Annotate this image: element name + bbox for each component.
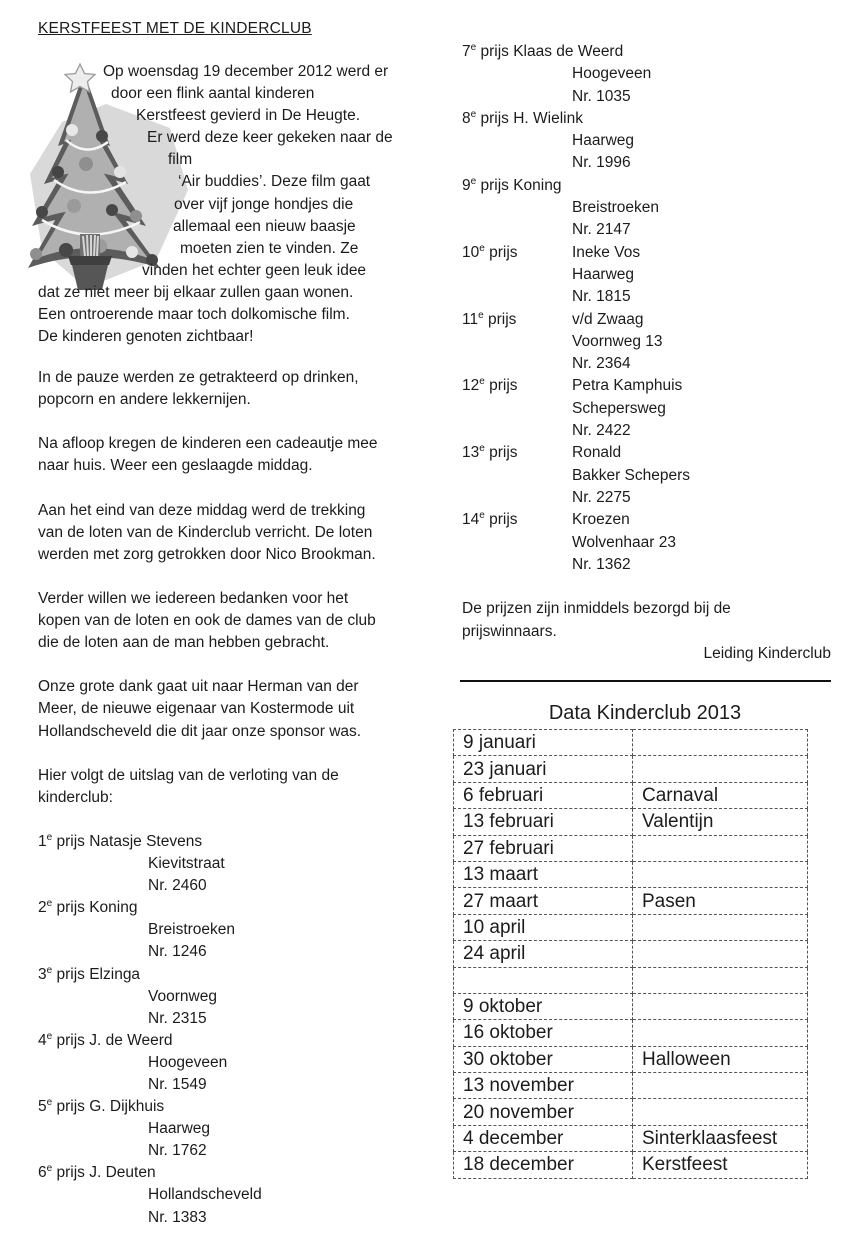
prize-ordinal-suffix: e	[479, 443, 485, 455]
event-name-cell: Sinterklaasfeest	[633, 1125, 808, 1151]
event-date-cell: 4 december	[454, 1125, 633, 1151]
separator-line	[460, 680, 831, 682]
paragraph-line: naar huis. Weer een geslaagde middag.	[38, 457, 313, 475]
prize-item	[38, 1096, 448, 1162]
prize-ticket-number: Nr. 2275	[572, 488, 631, 506]
prize-ticket-number: Nr. 2364	[572, 355, 631, 373]
prize-ordinal-suffix: e	[46, 1096, 53, 1108]
prize-item	[38, 964, 448, 1030]
event-name-cell	[633, 993, 808, 1019]
prize-street: Bakker Schepers	[572, 466, 691, 484]
prize-ordinal-suffix: e	[479, 242, 485, 254]
prize-rank-line	[38, 964, 448, 986]
event-row	[454, 1073, 808, 1099]
prize-ordinal-suffix: e	[470, 175, 477, 187]
prize-rank-line	[462, 442, 831, 464]
prize-street: Breistroeken	[572, 199, 660, 217]
prize-winner: prijs	[484, 243, 518, 261]
prize-winner: prijs H. Wielink	[476, 109, 583, 127]
event-name-cell: Valentijn	[633, 809, 808, 835]
prize-item	[462, 108, 831, 175]
intro-line: ‘Air buddies’. Deze film gaat	[178, 173, 371, 191]
prize-item	[462, 41, 831, 108]
event-name-cell	[633, 1073, 808, 1099]
prize-ordinal-suffix: e	[479, 376, 485, 388]
prize-winner: prijs J. Deuten	[52, 1164, 156, 1182]
event-row	[454, 756, 808, 782]
event-row	[454, 1125, 808, 1151]
prize-ticket-number: Nr. 1762	[148, 1142, 207, 1160]
closing-paragraph	[462, 598, 831, 643]
prize-list-right	[462, 41, 831, 576]
event-date-cell: 13 februari	[454, 809, 633, 835]
event-date-cell: 9 januari	[454, 730, 633, 756]
event-row	[454, 1046, 808, 1072]
event-date-cell: 27 februari	[454, 835, 633, 861]
event-date-cell: 23 januari	[454, 756, 633, 782]
prize-rank: 10	[462, 243, 480, 261]
paragraph-line: De prijzen zijn inmiddels bezorgd bij de	[462, 600, 731, 618]
event-row	[454, 993, 808, 1019]
paragraph-line: Meer, de nieuwe eigenaar van Kostermode uit	[38, 700, 355, 718]
intro-line: dat ze niet meer bij elkaar zullen gaan wonen.	[38, 283, 354, 301]
prize-winner: prijs Koning	[52, 899, 138, 917]
prize-item	[38, 1162, 448, 1228]
event-row	[454, 1099, 808, 1125]
prize-ticket-number: Nr. 2147	[572, 221, 631, 239]
prize-winner: prijs J. de Weerd	[52, 1031, 173, 1049]
prize-ordinal-suffix: e	[46, 964, 53, 976]
event-name-cell	[633, 1099, 808, 1125]
paragraph-pauze	[38, 367, 448, 411]
events-table-title: Data Kinderclub 2013	[548, 702, 742, 724]
prize-rank: 1	[38, 832, 47, 850]
prize-item	[38, 831, 448, 897]
prize-item	[462, 509, 831, 576]
prize-winner: prijs G. Dijkhuis	[52, 1098, 165, 1116]
prize-ticket-number: Nr. 2315	[148, 1009, 207, 1027]
event-name-cell	[633, 756, 808, 782]
event-row	[454, 1020, 808, 1046]
prize-ticket-number: Nr. 2422	[572, 422, 631, 440]
event-name-cell	[633, 1020, 808, 1046]
prize-rank: 12	[462, 377, 480, 395]
paragraph-line: In de pauze werden ze getrakteerd op drinken,	[38, 369, 359, 386]
prize-winner: prijs	[483, 310, 517, 328]
event-name-cell: Carnaval	[633, 782, 808, 808]
prize-rank: 2	[38, 899, 47, 917]
event-row	[454, 914, 808, 940]
intro-line: door een flink aantal kinderen	[111, 85, 315, 103]
prize-winner: prijs	[484, 511, 518, 529]
prize-ordinal-suffix: e	[46, 831, 53, 843]
prize-ordinal-suffix: e	[46, 898, 53, 910]
prize-ordinal-suffix: e	[478, 309, 484, 321]
intro-paragraph	[38, 61, 448, 348]
event-date-cell: 16 oktober	[454, 1020, 633, 1046]
prize-ticket-number: Nr. 1815	[572, 288, 631, 306]
prize-rank-line	[38, 897, 448, 919]
prize-winner: prijs Natasje Stevens	[52, 832, 203, 850]
prize-rank-line	[462, 375, 831, 397]
prize-rank: 11	[462, 310, 479, 328]
intro-line: allemaal een nieuw baasje	[173, 217, 356, 235]
intro-line: moeten zien te vinden. Ze	[180, 239, 359, 257]
paragraph-line: prijswinnaars.	[462, 622, 557, 640]
prize-winner-name: Ineke Vos	[572, 243, 641, 261]
events-table-grid	[453, 729, 808, 1179]
events-table	[453, 729, 808, 1179]
event-row	[454, 730, 808, 756]
paragraph-line: Na afloop kregen de kinderen een cadeautje mee	[38, 435, 378, 453]
prize-ordinal-suffix: e	[46, 1163, 53, 1175]
prize-item	[462, 242, 831, 309]
event-name-cell	[633, 730, 808, 756]
prize-street: Kievitstraat	[148, 855, 225, 873]
prize-rank: 9	[462, 176, 471, 194]
prize-rank-line	[462, 41, 831, 63]
intro-line: Er werd deze keer gekeken naar de	[147, 129, 393, 147]
paragraph-line: Onze grote dank gaat uit naar Herman van der	[38, 678, 359, 696]
event-name-cell	[633, 967, 808, 993]
signoff: Leiding Kinderclub	[703, 645, 831, 663]
event-date-cell: 9 oktober	[454, 993, 633, 1019]
prize-street: Haarweg	[572, 265, 635, 283]
prize-rank: 14	[462, 511, 480, 529]
event-date-cell: 27 maart	[454, 888, 633, 914]
prize-winner-name: Kroezen	[572, 511, 630, 529]
prize-ordinal-suffix: e	[470, 108, 477, 120]
prize-rank: 5	[38, 1098, 47, 1116]
paragraph-line: van de loten van de Kinderclub verricht. De loten	[38, 523, 373, 541]
prize-list-left	[38, 831, 448, 1229]
prize-item	[462, 309, 831, 376]
paragraph-line: Verder willen we iedereen bedanken voor het	[38, 589, 349, 607]
prize-street: Haarweg	[572, 132, 635, 150]
event-name-cell: Kerstfeest	[633, 1152, 808, 1178]
right-column-body	[462, 41, 831, 665]
event-row	[454, 888, 808, 914]
page-title: KERSTFEEST MET DE KINDERCLUB	[38, 20, 312, 37]
prize-rank-line	[38, 1162, 448, 1184]
prize-item	[462, 442, 831, 509]
event-date-cell: 13 november	[454, 1073, 633, 1099]
paragraph-line: werden met zorg getrokken door Nico Brookman.	[38, 545, 376, 563]
event-name-cell: Pasen	[633, 888, 808, 914]
event-name-cell	[633, 835, 808, 861]
prize-ticket-number: Nr. 1996	[572, 154, 631, 172]
prize-street: Haarweg	[148, 1120, 211, 1138]
event-row	[454, 809, 808, 835]
prize-rank-line	[462, 309, 831, 331]
prize-item	[38, 1030, 448, 1096]
prize-rank-line	[462, 509, 831, 531]
event-date-cell	[454, 967, 633, 993]
event-date-cell: 6 februari	[454, 782, 633, 808]
prize-rank-line	[38, 1030, 448, 1052]
intro-line: De kinderen genoten zichtbaar!	[38, 328, 254, 346]
prize-ticket-number: Nr. 1035	[572, 87, 631, 105]
prize-winner: prijs	[484, 444, 518, 462]
intro-line: Op woensdag 19 december 2012 werd er	[103, 63, 389, 80]
paragraph-uitslag	[38, 765, 448, 809]
prize-street: Voornweg	[148, 987, 217, 1005]
paragraph-bedanken	[38, 588, 448, 654]
prize-winner: prijs Elzinga	[52, 965, 141, 983]
prize-rank-line	[462, 242, 831, 264]
prize-street: Voornweg 13	[572, 332, 663, 350]
event-row	[454, 1152, 808, 1178]
prize-rank: 7	[462, 43, 471, 60]
paragraph-line: kopen van de loten en ook de dames van de club	[38, 612, 376, 630]
prize-ticket-number: Nr. 1362	[572, 555, 631, 573]
event-row	[454, 861, 808, 887]
event-name-cell	[633, 861, 808, 887]
prize-rank: 13	[462, 444, 480, 462]
prize-item	[462, 175, 831, 242]
intro-line: film	[168, 151, 193, 169]
paragraph-line: kinderclub:	[38, 788, 113, 806]
prize-ordinal-suffix: e	[46, 1030, 53, 1042]
prize-winner-name: v/d Zwaag	[572, 310, 644, 328]
prize-rank-line	[462, 108, 831, 130]
prize-winner: prijs	[484, 377, 518, 395]
prize-street: Breistroeken	[148, 921, 236, 939]
prize-ticket-number: Nr. 1549	[148, 1076, 207, 1093]
event-row	[454, 782, 808, 808]
prize-street: Hollandscheveld	[148, 1186, 262, 1204]
event-date-cell: 13 maart	[454, 861, 633, 887]
prize-winner: prijs Koning	[476, 176, 562, 194]
intro-line: vinden het echter geen leuk idee	[142, 261, 367, 279]
event-row	[454, 941, 808, 967]
prize-street: Hoogeveen	[148, 1053, 228, 1071]
prize-item	[38, 897, 448, 963]
paragraph-line: Aan het eind van deze middag werd de trekking	[38, 501, 366, 519]
intro-line: Een ontroerende maar toch dolkomische film.	[38, 306, 350, 324]
paragraph-line: die de loten aan de man hebben gebracht.	[38, 634, 330, 652]
event-name-cell	[633, 941, 808, 967]
prize-rank: 6	[38, 1164, 47, 1182]
prize-rank-line	[38, 1096, 448, 1118]
event-date-cell: 18 december	[454, 1152, 633, 1178]
prize-ordinal-suffix: e	[479, 510, 485, 522]
event-date-cell: 30 oktober	[454, 1046, 633, 1072]
paragraph-line: Hollandscheveld die dit jaar onze sponsor was.	[38, 722, 362, 740]
paragraph-line: popcorn en andere lekkernijen.	[38, 391, 251, 409]
paragraph-sponsor	[38, 676, 448, 742]
prize-ticket-number: Nr. 2460	[148, 877, 207, 895]
prize-winner-name: Petra Kamphuis	[572, 377, 683, 395]
prize-winner: prijs Klaas de Weerd	[476, 43, 624, 60]
event-date-cell: 10 april	[454, 914, 633, 940]
prize-street: Hoogeveen	[572, 65, 652, 83]
paragraph-afloop	[38, 433, 448, 477]
prize-rank: 3	[38, 965, 47, 983]
prize-street: Wolvenhaar 23	[572, 533, 676, 551]
prize-item	[462, 375, 831, 442]
event-date-cell: 24 april	[454, 941, 633, 967]
intro-line: Kerstfeest gevierd in De Heugte.	[136, 107, 361, 125]
paragraph-trekking	[38, 500, 448, 566]
prize-ticket-number: Nr. 1383	[148, 1208, 207, 1226]
event-name-cell: Halloween	[633, 1046, 808, 1072]
event-name-cell	[633, 914, 808, 940]
prize-street: Schepersweg	[572, 399, 666, 417]
prize-ordinal-suffix: e	[470, 41, 477, 53]
prize-rank: 4	[38, 1031, 47, 1049]
paragraph-line: Hier volgt de uitslag van de verloting van de	[38, 766, 339, 784]
event-date-cell: 20 november	[454, 1099, 633, 1125]
event-row	[454, 835, 808, 861]
prize-rank-line	[462, 175, 831, 197]
prize-winner-name: Ronald	[572, 444, 622, 462]
prize-rank-line	[38, 831, 448, 853]
prize-ticket-number: Nr. 1246	[148, 943, 207, 961]
intro-line: over vijf jonge hondjes die	[174, 195, 354, 213]
left-column-body	[38, 367, 448, 1229]
prize-rank: 8	[462, 109, 471, 127]
event-row	[454, 967, 808, 993]
